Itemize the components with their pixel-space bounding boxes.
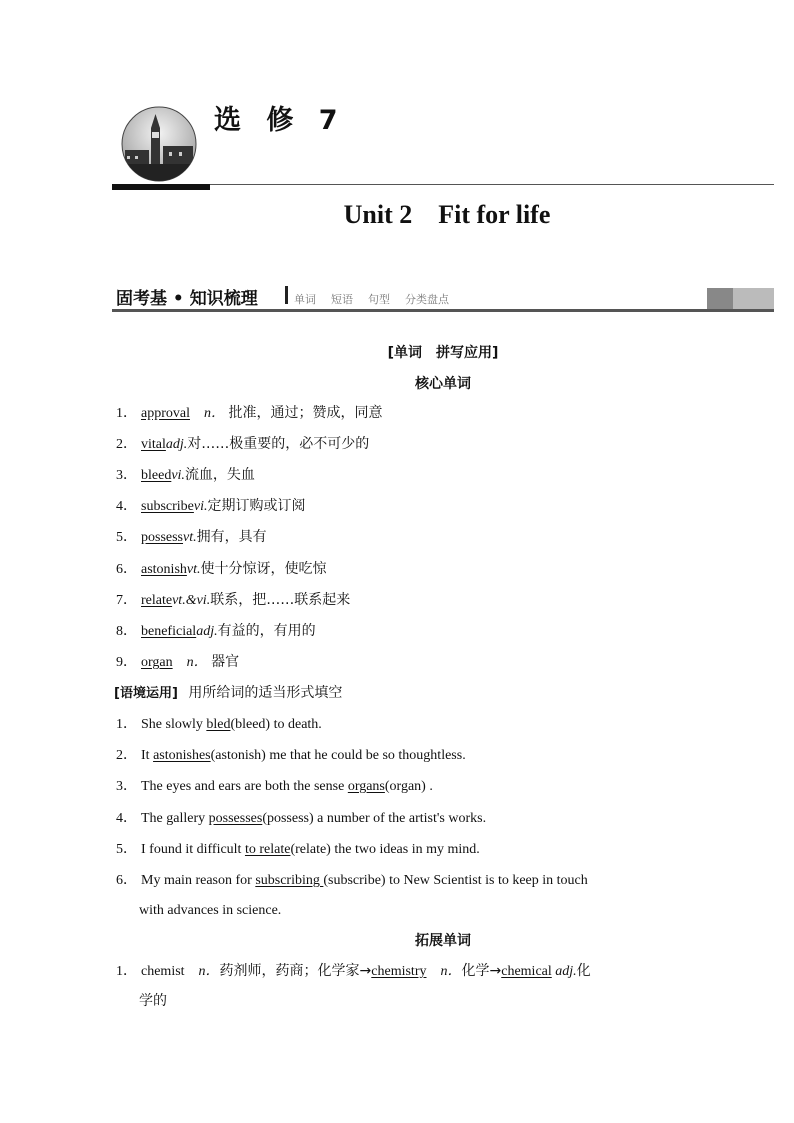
answer-blank: bled [206, 717, 231, 732]
context-instruction-line [114, 684, 342, 703]
part-of-speech: vt. [183, 530, 197, 545]
core-word: astonish [141, 562, 187, 577]
item-number: 4． [116, 499, 137, 514]
answer-blank: possesses [208, 811, 263, 826]
item-number: 8． [116, 624, 137, 639]
part-of-speech: n． [203, 406, 225, 421]
core-word: beneficial [141, 624, 197, 639]
core-word: bleed [141, 468, 172, 483]
sentence-after: (relate) the two ideas in my mind. [290, 842, 480, 857]
context-item [116, 841, 480, 859]
core-word-item [116, 435, 369, 454]
context-item [116, 716, 322, 734]
word-meaning: 对……极重要的，必不可少的 [187, 436, 370, 452]
header-rule-accent [112, 184, 210, 190]
core-word: approval [141, 406, 190, 421]
sentence-before: The gallery [141, 811, 209, 826]
item-number: 3． [116, 468, 137, 483]
item-number: 2． [116, 748, 137, 763]
ext-word: chemist [141, 964, 185, 979]
part-of-speech: n． [186, 655, 208, 670]
part-of-speech: adj. [196, 624, 218, 639]
word-meaning: 拥有，具有 [196, 529, 267, 545]
extension-continuation [139, 992, 167, 1011]
word-meaning: 使十分惊讶，使吃惊 [200, 561, 327, 577]
sentence-before: It [141, 748, 154, 763]
item-number: 4． [116, 811, 137, 826]
part-of-speech: vi. [171, 468, 185, 483]
context-item-continuation: with advances in science. [139, 903, 282, 918]
word-meaning: 定期订购或订阅 [207, 498, 306, 514]
core-word: vital [141, 437, 166, 452]
answer-blank: organs [347, 779, 385, 794]
context-instruction: 用所给词的适当形式填空 [188, 685, 343, 701]
sentence-after: (possess) a number of the artist's works. [262, 811, 487, 826]
core-word: subscribe [141, 499, 194, 514]
section-bar-block-dark [707, 288, 733, 309]
header-rule [112, 184, 774, 185]
ext-answer-2: chemical [501, 964, 552, 979]
section-rule [112, 309, 774, 312]
context-item [116, 778, 433, 796]
word-meaning: 联系，把……联系起来 [210, 592, 351, 608]
section-bar-block-light [733, 288, 774, 309]
core-word-item [116, 528, 267, 547]
sentence-after: (subscribe) to New Scientist is to keep in touch [323, 873, 588, 888]
item-number: 2． [116, 437, 137, 452]
item-number: 1． [116, 964, 137, 979]
core-word-item [116, 653, 239, 672]
ext-meaning-2: 化学→ [461, 963, 502, 979]
core-word-item [116, 497, 306, 516]
part-of-speech: vt.&vi. [172, 593, 211, 608]
ext-pos-1: n． [198, 964, 220, 979]
word-meaning: 流血，失血 [184, 467, 255, 483]
item-number: 5． [116, 530, 137, 545]
part-of-speech: vi. [193, 499, 208, 514]
sentence-before: I found it difficult [141, 842, 245, 857]
word-meaning: 批准，通过；赞成，同意 [228, 405, 383, 421]
ext-meaning-1: 药剂师，药商；化学家→ [219, 963, 372, 979]
answer-blank: astonishes [153, 748, 211, 763]
context-item [116, 810, 486, 828]
core-word-item [116, 560, 327, 579]
sentence-after: (astonish) me that he could be so thoughtless. [210, 748, 466, 763]
volume-title: 选 修 7 [214, 105, 346, 136]
ext-pos-2: n． [440, 964, 462, 979]
item-number: 5． [116, 842, 137, 857]
core-words-heading: 核心单词 [415, 376, 471, 392]
item-number: 6． [116, 562, 137, 577]
ext-continuation-text: 学的 [139, 993, 167, 1009]
item-number: 7． [116, 593, 137, 608]
item-number: 1． [116, 717, 137, 732]
sentence-before: She slowly [141, 717, 207, 732]
ext-meaning-3: 化 [576, 963, 591, 979]
sentence-before: The eyes and ears are both the sense [141, 779, 348, 794]
core-word-item [116, 591, 350, 610]
core-word: organ [141, 655, 173, 670]
answer-blank: to relate [244, 842, 291, 857]
answer-blank: subscribing [255, 873, 324, 888]
unit-title: Unit 2 Fit for life [343, 200, 551, 229]
sentence-after: (organ) . [384, 779, 433, 794]
sentence-before: My main reason for [141, 873, 256, 888]
core-word: relate [141, 593, 173, 608]
part-of-speech: vt. [186, 562, 201, 577]
section-subtitle: 单词 短语 句型 分类盘点 [294, 293, 449, 306]
ext-pos-3: adj. [555, 964, 577, 979]
part-of-speech: adj. [165, 437, 188, 452]
core-word-item [116, 404, 382, 423]
item-number: 3． [116, 779, 137, 794]
extension-heading: 拓展单词 [415, 933, 471, 949]
word-meaning: 器官 [211, 654, 240, 670]
item-number: 1． [116, 406, 137, 421]
context-tag: [语境运用] [114, 686, 178, 701]
context-item [116, 747, 466, 765]
vocab-heading: [单词 拼写应用] [387, 345, 499, 361]
extension-item [116, 962, 591, 981]
section-divider [285, 286, 288, 304]
core-word-item [116, 622, 316, 641]
section-title: 固考基 • 知识梳理 [116, 289, 258, 309]
sentence-after: (bleed) to death. [230, 717, 322, 732]
item-number: 6． [116, 873, 137, 888]
ext-answer-1: chemistry [371, 964, 427, 979]
word-meaning: 有益的，有用的 [217, 623, 316, 639]
core-word-item [116, 466, 255, 485]
big-ben-logo [121, 106, 197, 182]
item-number: 9． [116, 655, 137, 670]
context-item [116, 872, 588, 890]
core-word: possess [141, 530, 184, 545]
